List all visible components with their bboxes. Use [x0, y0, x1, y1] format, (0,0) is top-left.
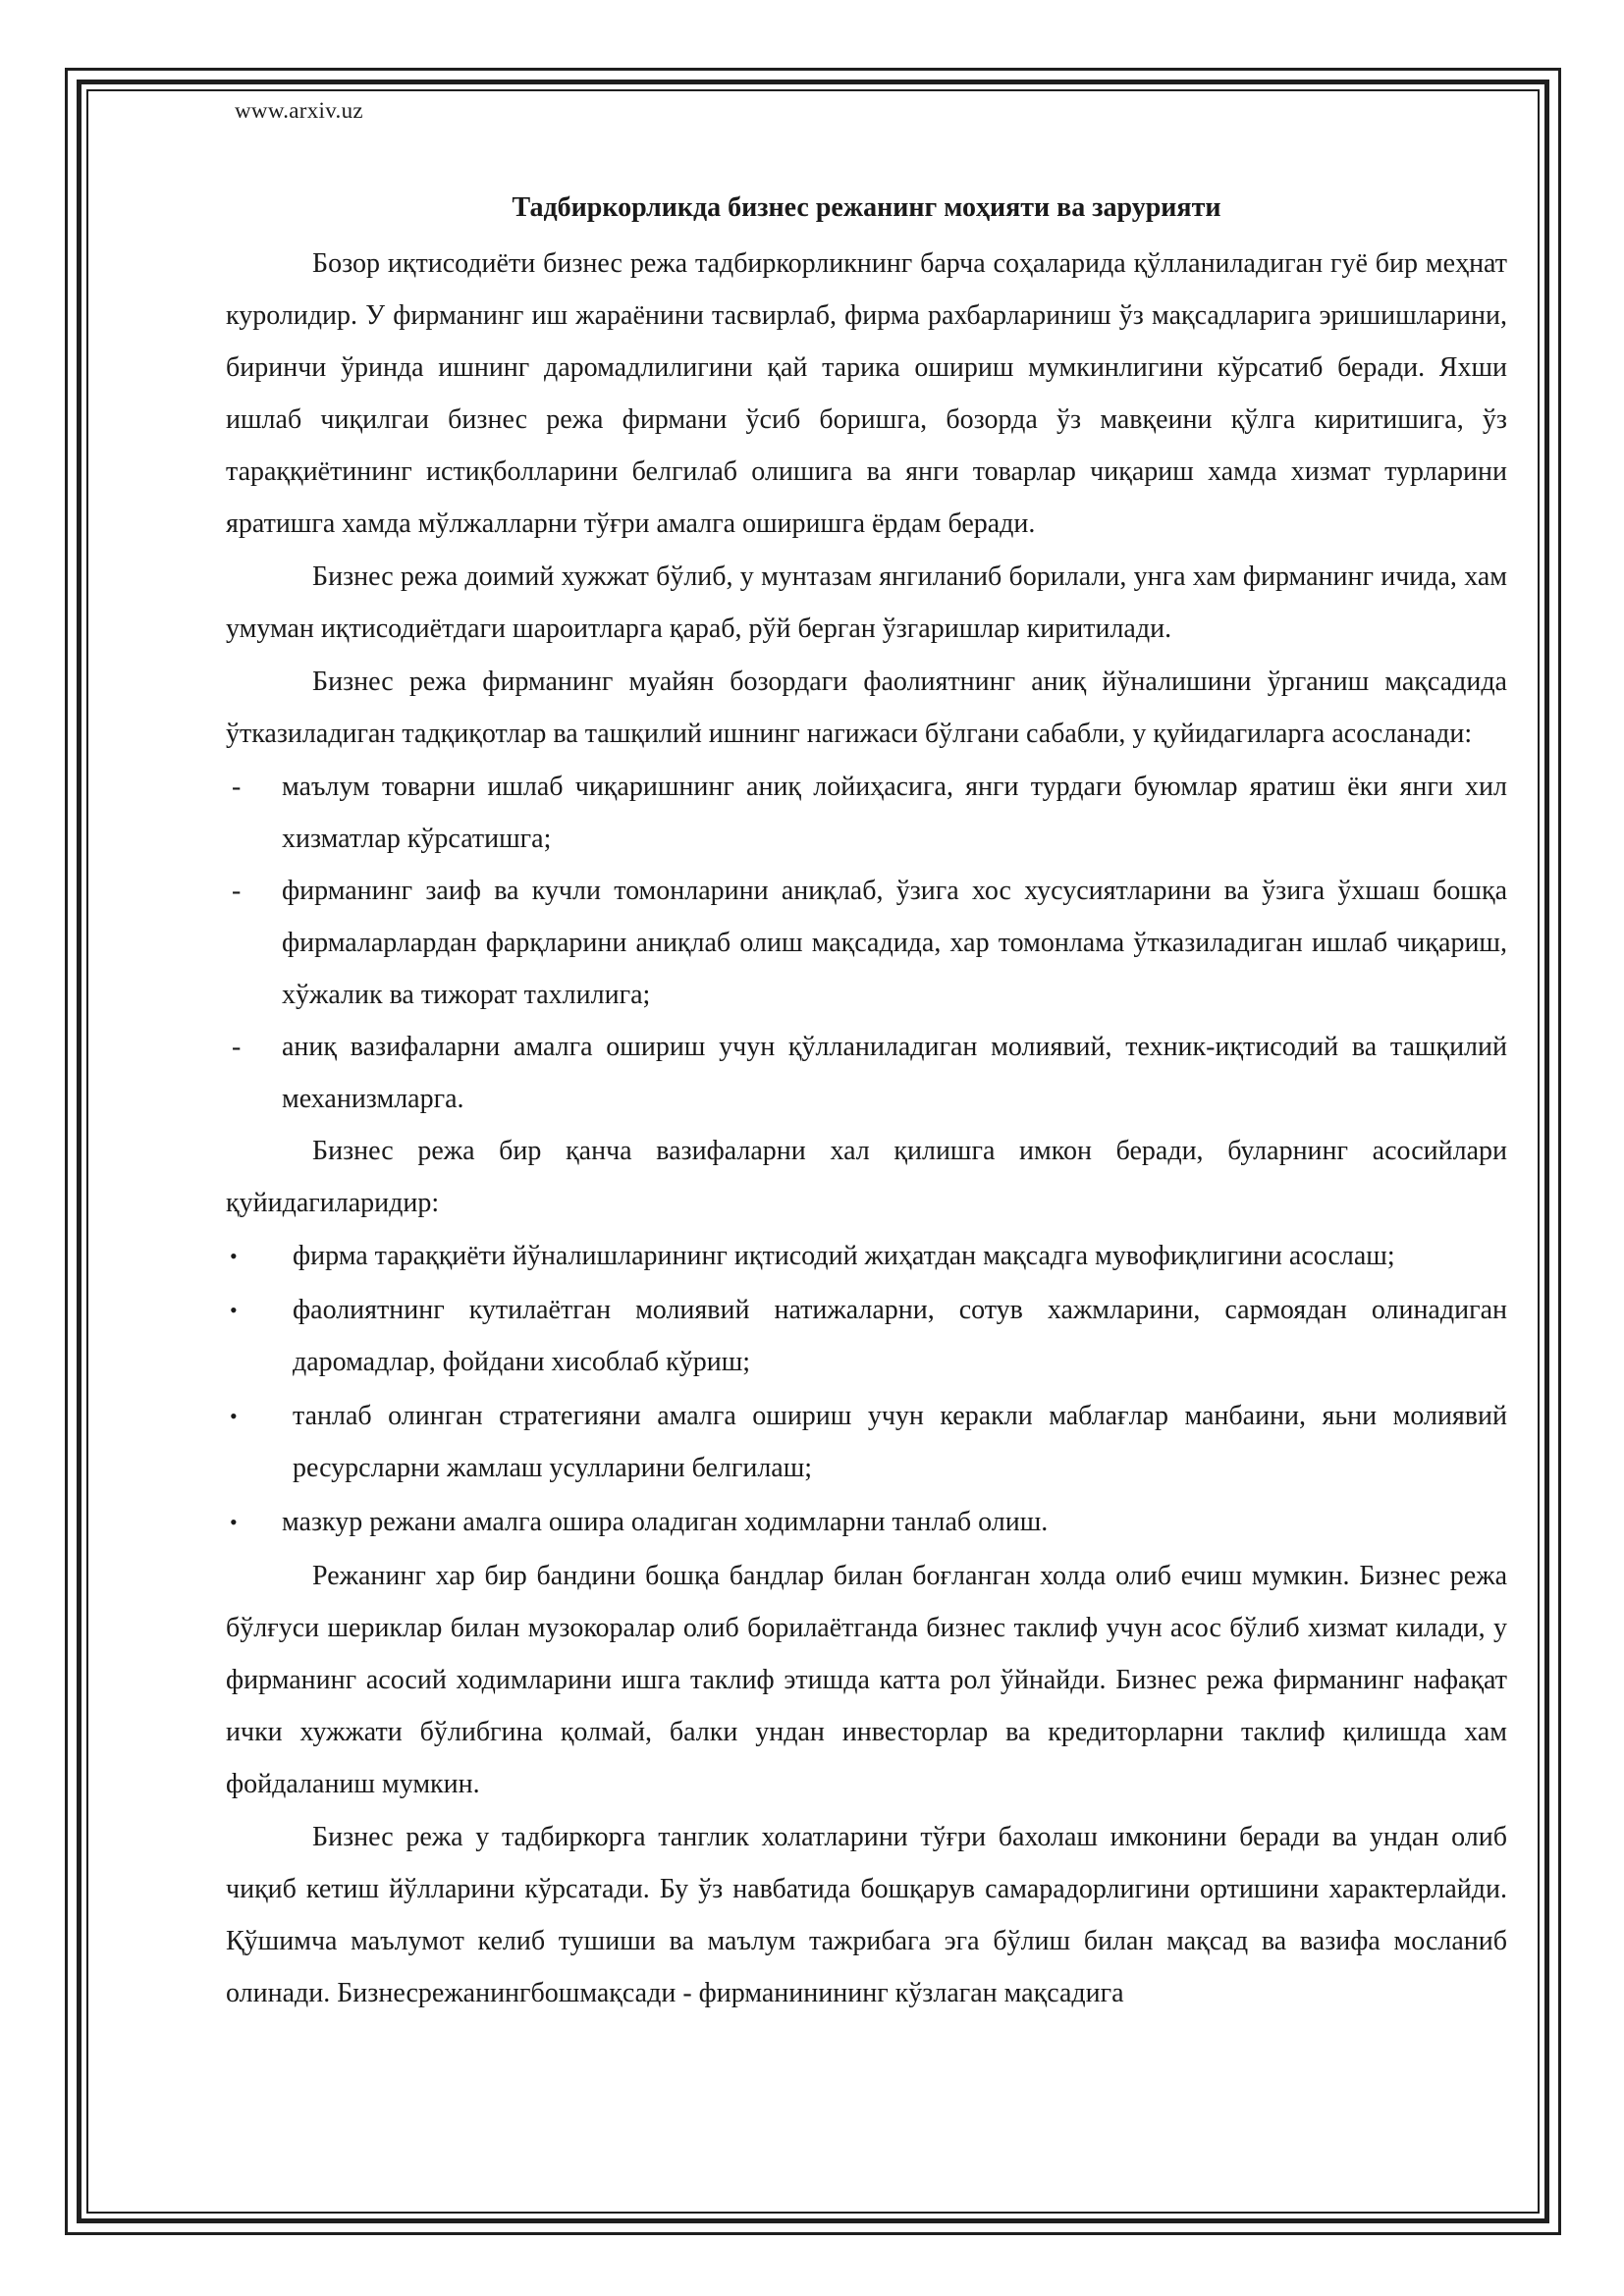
- paragraph-living-document: Бизнес режа доимий хужжат бўлиб, у мунтазам янгиланиб борилали, унга хам фирманинг ичида, хам умуман иқтисодиётдаги шароитларга қараб, рўй берган ўзгаришлар киритилади.: [226, 561, 1507, 644]
- list-item-text: фирма тараққиёти йўналишларининг иқтисодий жиҳатдан мақсадга мувофиқлигини асослаш;: [293, 1241, 1395, 1271]
- paragraph-crisis: Бизнес режа у тадбиркорга танглик холатларини тўғри бахолаш имконини беради ва ундан олиб чиқиб кетиш йўлларини кўрсатади. Бу ўз навбатида бошқарув самарадорлигини ортишини характерлайди. Қўшимча маълумот келиб тушиши ва маълум тажрибага эга бўлиш билан мақсад ва вазифа мосланиб олинади. Бизнесрежанингбошмақсади - фирманинининг кўзлаган мақсадига: [226, 1822, 1507, 2008]
- list-item-text: маълум товарни ишлаб чиқаришнинг аниқ лойиҳасига, янги турдаги буюмлар яратиш ёки янги хил хизматлар кўрсатишга;: [282, 772, 1507, 854]
- bullet-marker: •: [230, 1404, 238, 1428]
- list-item: [226, 865, 1507, 1021]
- list-item: [226, 1230, 1507, 1282]
- dash-list: [226, 761, 1507, 1125]
- paragraph-basis: Бизнес режа фирманинг муайян бозордаги фаолиятнинг аниқ йўналишини ўрганиш мақсадида ўтказиладиган тадқиқотлар ва ташқилий ишнинг нагижаси бўлгани сабабли, у қуйидагиларга асосланади:: [226, 667, 1507, 749]
- site-header-url: www.arxiv.uz: [235, 98, 363, 123]
- list-item: [226, 1021, 1507, 1125]
- list-item-text: танлаб олинган стратегияни амалга ошириш учун керакли маблағлар манбаини, яьни молиявий ресурсларни жамлаш усулларини белгилаш;: [293, 1401, 1507, 1483]
- list-item: [226, 1496, 1507, 1548]
- dash-marker: -: [232, 1032, 242, 1062]
- paragraph-tasks: Бизнес режа бир қанча вазифаларни хал қилишга имкон беради, буларнинг асосийлари қуйидагиларидир:: [226, 1136, 1507, 1218]
- list-item-text: фаолиятнинг кутилаётган молиявий натижаларни, сотув хажмларини, сармоядан олинадиган даромадлар, фойдани хисоблаб кўриш;: [293, 1295, 1507, 1377]
- bullet-marker: •: [230, 1510, 238, 1534]
- list-item: [226, 1284, 1507, 1388]
- list-item: [226, 761, 1507, 865]
- paragraph-plan-items: Режанинг хар бир бандини бошқа бандлар билан боғланган холда олиб ечиш мумкин. Бизнес режа бўлғуси шериклар билан музокоралар олиб борилаётганда бизнес таклиф учун асос бўлиб хизмат килади, у фирманинг асосий ходимларини ишга таклиф этишда катта рол ўйнайди. Бизнес режа фирманинг нафақат ички хужжати бўлибгина қолмай, балки ундан инвесторлар ва кредиторларни таклиф қилишда хам фойдаланиш мумкин.: [226, 1561, 1507, 1799]
- list-item-text: фирманинг заиф ва кучли томонларини аниқлаб, ўзига хос хусусиятларини ва ўзига ўхшаш бошқа фирмаларлардан фарқларини аниқлаб олиш мақсадида, хар томонлама ўтказиладиган ишлаб чиқариш, хўжалик ва тижорат тахлилига;: [282, 876, 1507, 1010]
- dash-marker: -: [232, 876, 242, 906]
- document-title: Тадбиркорликда бизнес режанинг моҳияти ва зарурияти: [512, 192, 1221, 223]
- dash-marker: -: [232, 772, 242, 802]
- bullet-marker: •: [230, 1244, 238, 1268]
- bullet-list: [226, 1230, 1507, 1548]
- document-body: [226, 182, 1507, 2020]
- list-item-text: аниқ вазифаларни амалга ошириш учун қўлланиладиган молиявий, техник-иқтисодий ва ташқилий механизмларга.: [282, 1032, 1507, 1114]
- bullet-marker: •: [230, 1298, 238, 1322]
- paragraph-intro: Бозор иқтисодиёти бизнес режа тадбиркорликнинг барча соҳаларида қўлланиладиган гуё бир меҳнат куролидир. У фирманинг иш жараёнини тасвирлаб, фирма рахбарлариниш ўз мақсадларига эришишларини, биринчи ўринда ишнинг даромадлилигини қай тарика ошириш мумкинлигини кўрсатиб беради. Яхши ишлаб чиқилгаи бизнес режа фирмани ўсиб боришга, бозорда ўз мавқеини қўлга киритишига, ўз тараққиётининг истиқболларини белгилаб олишига ва янги товарлар чиқариш хамда хизмат турларини яратишга хамда мўлжалларни тўғри амалга оширишга ёрдам беради.: [226, 248, 1507, 539]
- list-item-text: мазкур режани амалга ошира оладиган ходимларни танлаб олиш.: [282, 1507, 1049, 1537]
- list-item: [226, 1390, 1507, 1494]
